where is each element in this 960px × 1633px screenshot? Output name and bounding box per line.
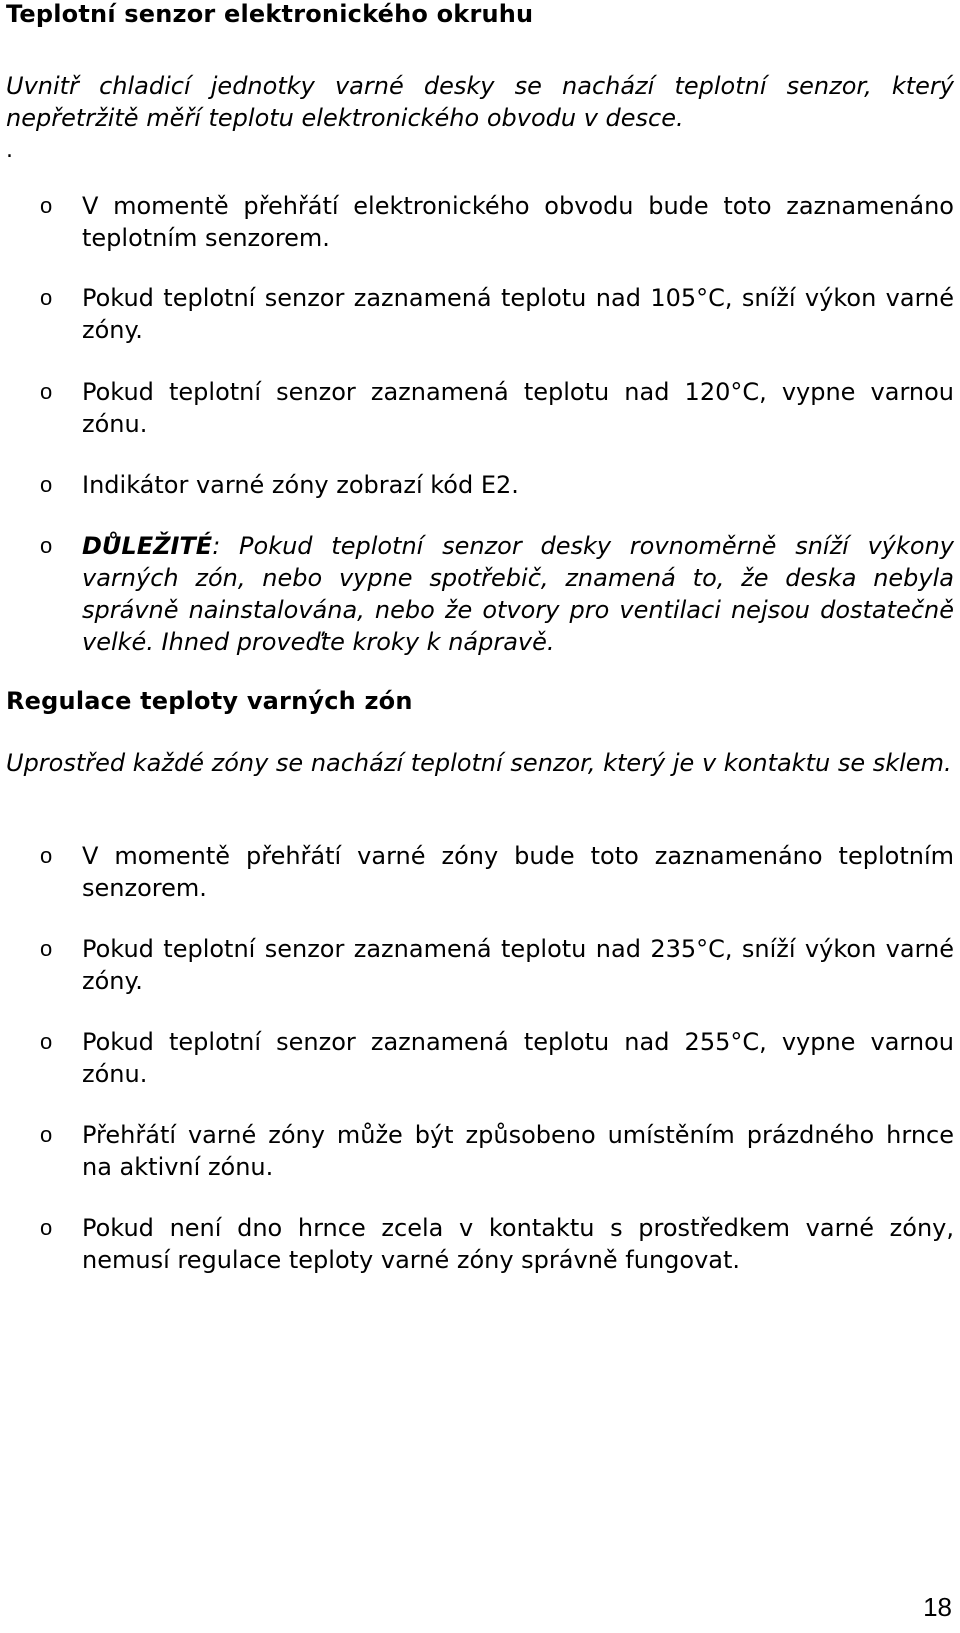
bullet-circle-icon: o (40, 379, 53, 404)
bullet-circle-icon: o (40, 472, 53, 497)
page-number: 18 (923, 1592, 952, 1622)
section-heading-electronic-sensor: Teplotní senzor elektronického okruhu (6, 0, 534, 28)
list-item-text: V momentě přehřátí elektronického obvodu bude toto zaznamenáno teplotním senzorem. (82, 192, 954, 252)
list-item-text: Pokud teplotní senzor zaznamená teplotu nad 105°C, sníží výkon varné zóny. (82, 284, 954, 344)
intro-text: Uvnitř chladicí jednotky varné desky se nachází teplotní senzor, který nepřetržitě měří teplotu elektronického obvodu v desce. (6, 72, 954, 132)
list-item-text: Indikátor varné zóny zobrazí kód E2. (82, 471, 519, 499)
list-item-text: Pokud není dno hrnce zcela v kontaktu s prostředkem varné zóny, nemusí regulace teploty varné zóny správně fungovat. (82, 1214, 954, 1274)
bullet-circle-icon: o (40, 193, 53, 218)
list-item-text: Přehřátí varné zóny může být způsobeno umístěním prázdného hrnce na aktivní zónu. (82, 1121, 954, 1181)
intro-paragraph-zone-regulation (6, 747, 954, 779)
bullet-circle-icon: o (40, 1029, 53, 1054)
important-note (82, 530, 954, 658)
bullet-circle-icon: o (40, 843, 53, 868)
important-text: : Pokud teplotní senzor desky rovnoměrně sníží výkony varných zón, nebo vypne spotřebič, znamená to, že deska nebyla správně nainstalována, nebo že otvory pro ventilaci nejsou dostatečně velké. Ihned proveďte kroky k nápravě. (82, 532, 954, 656)
list-item-text: V momentě přehřátí varné zóny bude toto zaznamenáno teplotním senzorem. (82, 842, 954, 902)
intro-text: Uprostřed každé zóny se nachází teplotní senzor, který je v kontaktu se sklem. (6, 749, 952, 777)
list-item-text: Pokud teplotní senzor zaznamená teplotu nad 255°C, vypne varnou zónu. (82, 1028, 954, 1088)
bullet-circle-icon: o (40, 1122, 53, 1147)
bullet-circle-icon: o (40, 285, 53, 310)
bullet-circle-icon: o (40, 533, 53, 558)
list-item-text: Pokud teplotní senzor zaznamená teplotu nad 235°C, sníží výkon varné zóny. (82, 935, 954, 995)
bullet-circle-icon: o (40, 1215, 53, 1240)
important-label: DŮLEŽITÉ (82, 532, 213, 560)
stray-dot: . (6, 138, 13, 163)
section-heading-zone-regulation: Regulace teploty varných zón (6, 687, 413, 715)
bullet-circle-icon: o (40, 936, 53, 961)
list-item-text: Pokud teplotní senzor zaznamená teplotu nad 120°C, vypne varnou zónu. (82, 378, 954, 438)
intro-paragraph-electronic-sensor (6, 70, 954, 134)
